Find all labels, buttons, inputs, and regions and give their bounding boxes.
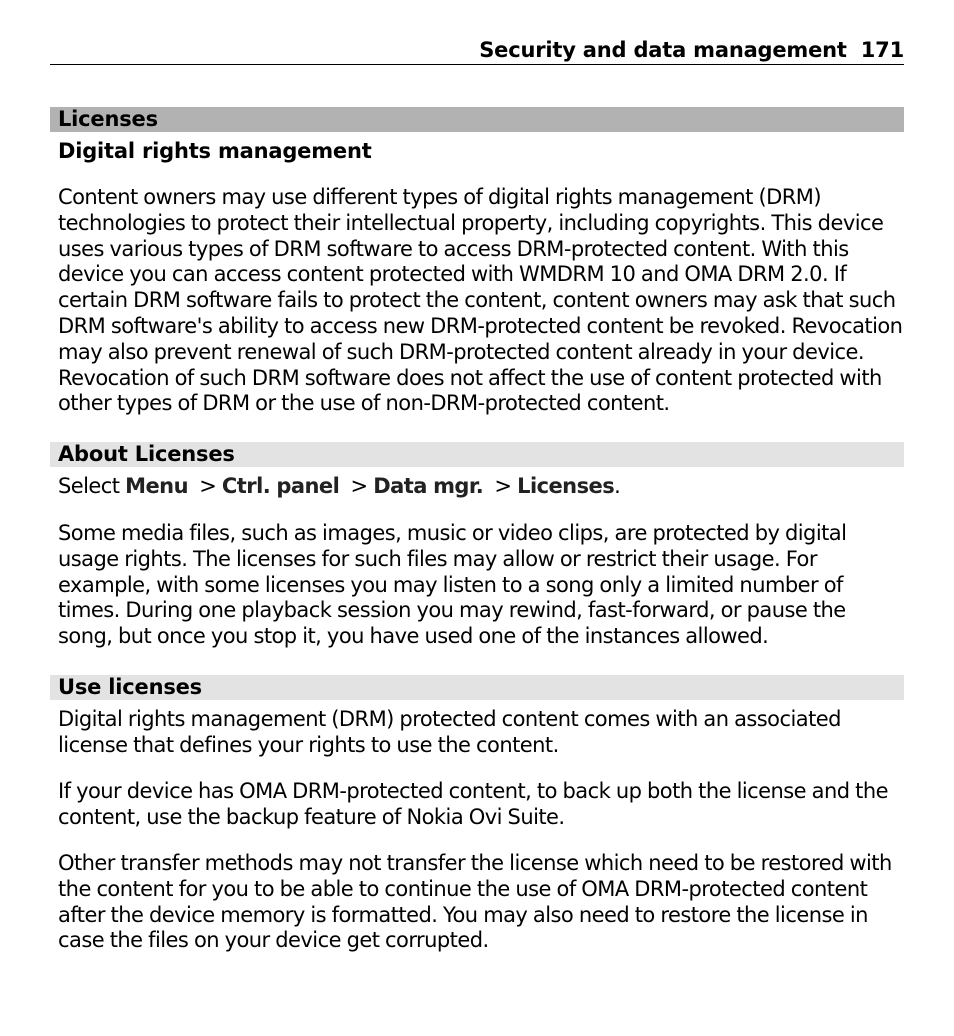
paragraph-use-licenses-3: Other transfer methods may not transfer the license which need to be restored with the content for you to be able to continue the use of OMA DRM-protected content after the device memory is formatted. You may also need to restore the license in case the files on your device get corrupted.	[58, 851, 892, 953]
select-prefix: Select	[58, 474, 120, 498]
paragraph-use-licenses-2: If your device has OMA DRM-protected content, to back up both the license and the content, use the backup feature of Nokia Ovi Suite.	[58, 779, 888, 829]
path-separator: >	[350, 474, 368, 498]
menu-path-item-data-mgr: Data mgr.	[373, 474, 484, 498]
end-punctuation: .	[614, 474, 621, 498]
path-separator: >	[494, 474, 512, 498]
menu-path-item-menu: Menu	[125, 474, 188, 498]
page-number: 171	[860, 38, 904, 62]
menu-path-item-ctrl-panel: Ctrl. panel	[221, 474, 340, 498]
menu-path-item-licenses: Licenses	[517, 474, 615, 498]
section-heading-text: Use licenses	[58, 675, 202, 699]
section-heading-text: Licenses	[58, 107, 158, 131]
paragraph-about-licenses: Some media files, such as images, music or video clips, are protected by digital usage rights. The licenses for such files may allow or restrict their usage. For example, with some licenses you may listen to a song only a limited number of times. During one playback session you may rewind, fast-forward, or pause the song, but once you stop it, you have used one of the instances allowed.	[58, 521, 847, 649]
paragraph-use-licenses-1: Digital rights management (DRM) protected content comes with an associated license that defines your rights to use the content.	[58, 707, 841, 757]
path-separator: >	[199, 474, 217, 498]
running-header	[50, 36, 904, 65]
section-heading-text: About Licenses	[58, 442, 235, 466]
section-heading-licenses	[50, 107, 904, 132]
paragraph-drm-intro: Content owners may use different types of digital rights management (DRM) technologies to protect their intellectual property, including copyrights. This device uses various types of DRM software to access DRM-protected content. With this device you can access content protected with WMDRM 10 and OMA DRM 2.0. If certain DRM software fails to protect the content, content owners may ask that such DRM software's ability to access new DRM-protected content be revoked. Revocation may also prevent renewal of such DRM-protected content already in your device. Revocation of such DRM software does not affect the use of content protected with other types of DRM or the use of non-DRM-protected content.	[58, 185, 903, 416]
section-heading-use-licenses	[50, 675, 904, 700]
subheading-digital-rights-management: Digital rights management	[58, 139, 372, 163]
section-heading-about-licenses	[50, 442, 904, 467]
header-title: Security and data management	[479, 38, 847, 62]
menu-path-instruction	[58, 474, 904, 500]
